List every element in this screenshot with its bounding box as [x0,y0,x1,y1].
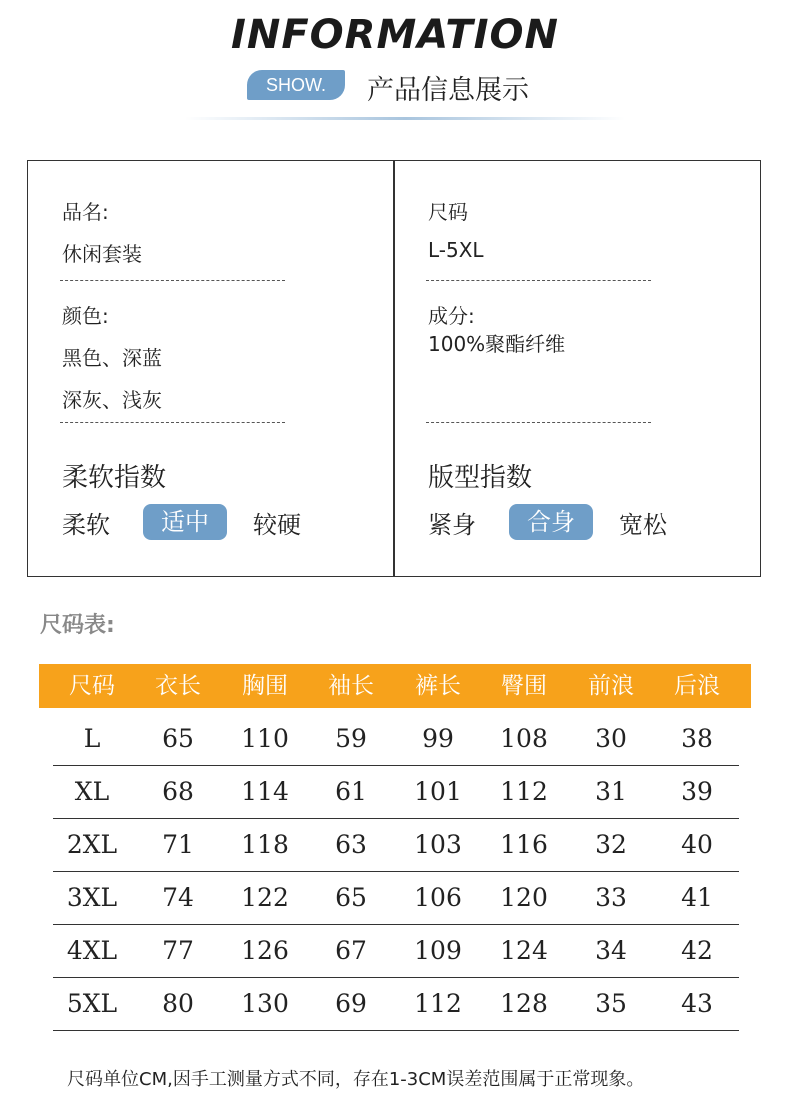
table-row [53,765,739,819]
table-cell: 110 [241,724,289,753]
table-cell: 71 [162,830,194,859]
table-cell: 4XL [66,936,118,965]
table-cell: 122 [241,883,289,912]
color-label: 颜色: [62,304,109,328]
softness-option-soft: 柔软 [62,511,110,539]
table-cell: 99 [422,724,454,753]
table-cell: 128 [500,989,548,1018]
color-value-1: 黑色、深蓝 [62,346,162,370]
table-cell: 5XL [66,989,118,1018]
table-cell: 103 [414,830,462,859]
table-cell: 39 [681,777,713,806]
table-cell: 35 [595,989,627,1018]
dashed-divider [60,422,285,423]
table-cell: 118 [241,830,289,859]
material-label: 成分: [428,304,475,328]
fit-option-tight: 紧身 [428,511,476,539]
table-cell: L [83,724,101,753]
table-cell: 42 [681,936,713,965]
table-cell: 69 [335,989,367,1018]
show-badge: SHOW. [247,70,345,100]
page-subtitle: 产品信息展示 [367,75,529,106]
name-value: 休闲套装 [62,242,142,266]
table-cell: 67 [335,936,367,965]
page-title: INFORMATION [230,12,560,58]
table-cell: 32 [595,830,627,859]
table-cell: 108 [500,724,548,753]
table-cell: 63 [335,830,367,859]
table-cell: 43 [681,989,713,1018]
header-back-rise: 后浪 [674,673,720,699]
softness-option-medium-selected: 适中 [143,504,227,540]
table-cell: 112 [500,777,548,806]
table-row [53,712,739,766]
table-cell: 61 [335,777,367,806]
softness-title: 柔软指数 [62,463,167,493]
table-cell: 109 [414,936,462,965]
table-row [53,818,739,872]
dashed-divider [426,280,651,281]
table-cell: 126 [241,936,289,965]
table-cell: 116 [500,830,548,859]
table-cell: 38 [681,724,713,753]
table-cell: 130 [241,989,289,1018]
header-size: 尺码 [69,673,115,699]
table-cell: 59 [335,724,367,753]
dashed-divider [60,280,285,281]
size-table-header [39,664,751,708]
table-cell: 3XL [66,883,118,912]
fit-option-loose: 宽松 [619,511,667,539]
table-cell: 114 [241,777,289,806]
dashed-divider [426,422,651,423]
table-cell: 77 [162,936,194,965]
table-cell: 112 [414,989,462,1018]
table-cell: 124 [500,936,548,965]
table-cell: 31 [595,777,627,806]
table-cell: 80 [162,989,194,1018]
table-row [53,871,739,925]
header-chest: 胸围 [242,673,288,699]
header-hip: 臀围 [501,673,547,699]
header-sleeve: 袖长 [328,673,374,699]
table-cell: 120 [500,883,548,912]
table-cell: 65 [162,724,194,753]
size-label: 尺码 [428,200,468,224]
header-top-length: 衣长 [155,673,201,699]
size-table-title: 尺码表: [40,613,115,638]
name-label: 品名: [62,200,109,224]
table-cell: 74 [162,883,194,912]
table-cell: 30 [595,724,627,753]
header-front-rise: 前浪 [588,673,634,699]
table-cell: 41 [681,883,713,912]
size-value: L-5XL [428,238,484,262]
table-cell: 65 [335,883,367,912]
header-divider [185,117,625,120]
table-row [53,977,739,1031]
material-value: 100%聚酯纤维 [428,332,566,356]
table-cell: 68 [162,777,194,806]
color-value-2: 深灰、浅灰 [62,388,162,412]
table-cell: 34 [595,936,627,965]
fit-title: 版型指数 [428,463,533,493]
table-cell: 40 [681,830,713,859]
softness-option-hard: 较硬 [253,511,301,539]
table-cell: XL [74,777,110,806]
header-pants-length: 裤长 [415,673,461,699]
table-cell: 33 [595,883,627,912]
size-note: 尺码单位CM,因手工测量方式不同，存在1-3CM误差范围属于正常现象。 [67,1069,645,1090]
fit-option-regular-selected: 合身 [509,504,593,540]
table-row [53,924,739,978]
table-cell: 101 [414,777,462,806]
info-panel-divider [393,160,395,577]
table-cell: 106 [414,883,462,912]
table-cell: 2XL [66,830,118,859]
